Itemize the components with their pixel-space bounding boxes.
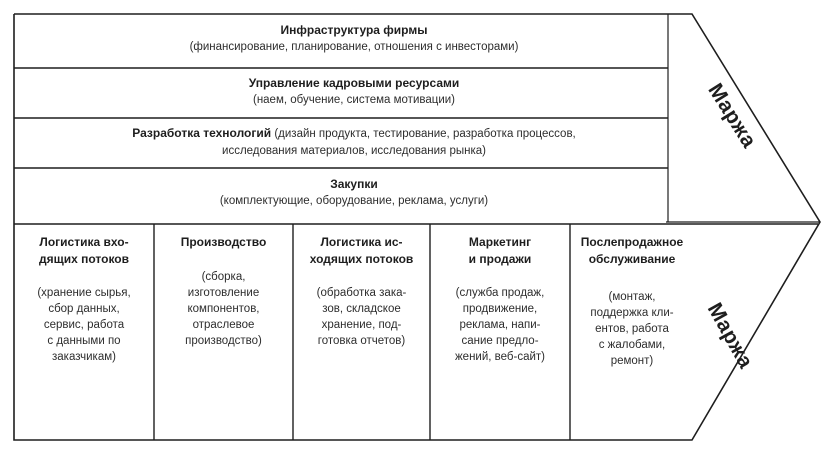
primary-inbound-logistics [14,234,154,365]
primary-service-desc: (монтаж, поддержка кли- ентов, работа с жалобами, ремонт) [590,291,674,367]
primary-operations-desc: (сборка, изготовление компонентов, отраслевое производство) [185,271,262,347]
support-hr-management [14,75,694,109]
support-procurement-desc: (комплектующие, оборудование, реклама, услуги) [219,195,489,207]
support-technology-title: Разработка технологий [132,126,272,140]
primary-service-title: Послепродажное обслуживание [580,235,684,266]
primary-outbound-logistics [293,234,430,349]
primary-operations-title: Производство [180,235,267,249]
primary-marketing-sales-desc: (служба продаж, продвижение, реклама, напи- сание предло- жений, веб-сайт) [454,287,545,363]
support-technology-desc-inline: (дизайн продукта, тестирование, разработка процессов, [274,128,576,140]
primary-marketing-sales-title: Маркетинг и продажи [468,235,532,266]
margin-label-upper: Маржа [703,79,761,153]
primary-marketing-sales [430,234,570,365]
primary-service [570,234,694,369]
primary-outbound-logistics-desc: (обработка зака- зов, складское хранение, под- готовка отчетов) [316,287,407,347]
support-procurement [14,176,694,210]
support-technology-desc: исследования материалов, исследования рынка) [222,145,486,157]
support-hr-desc: (наем, обучение, система мотивации) [252,94,456,106]
support-infrastructure-title: Инфраструктура фирмы [280,23,428,37]
primary-operations [154,234,293,349]
support-infrastructure-desc: (финансирование, планирование, отношения с инвесторами) [189,41,519,53]
support-infrastructure [14,22,694,56]
support-hr-title: Управление кадровыми ресурсами [248,76,460,90]
primary-inbound-logistics-title: Логистика вхо- дящих потоков [38,235,129,266]
primary-outbound-logistics-title: Логистика ис- ходящих потоков [309,235,414,266]
margin-label-lower: Маржа [702,298,758,373]
primary-inbound-logistics-desc: (хранение сырья, сбор данных, сервис, работа с данными по заказчикам) [37,287,131,363]
support-technology [14,125,694,160]
support-procurement-title: Закупки [330,177,378,191]
